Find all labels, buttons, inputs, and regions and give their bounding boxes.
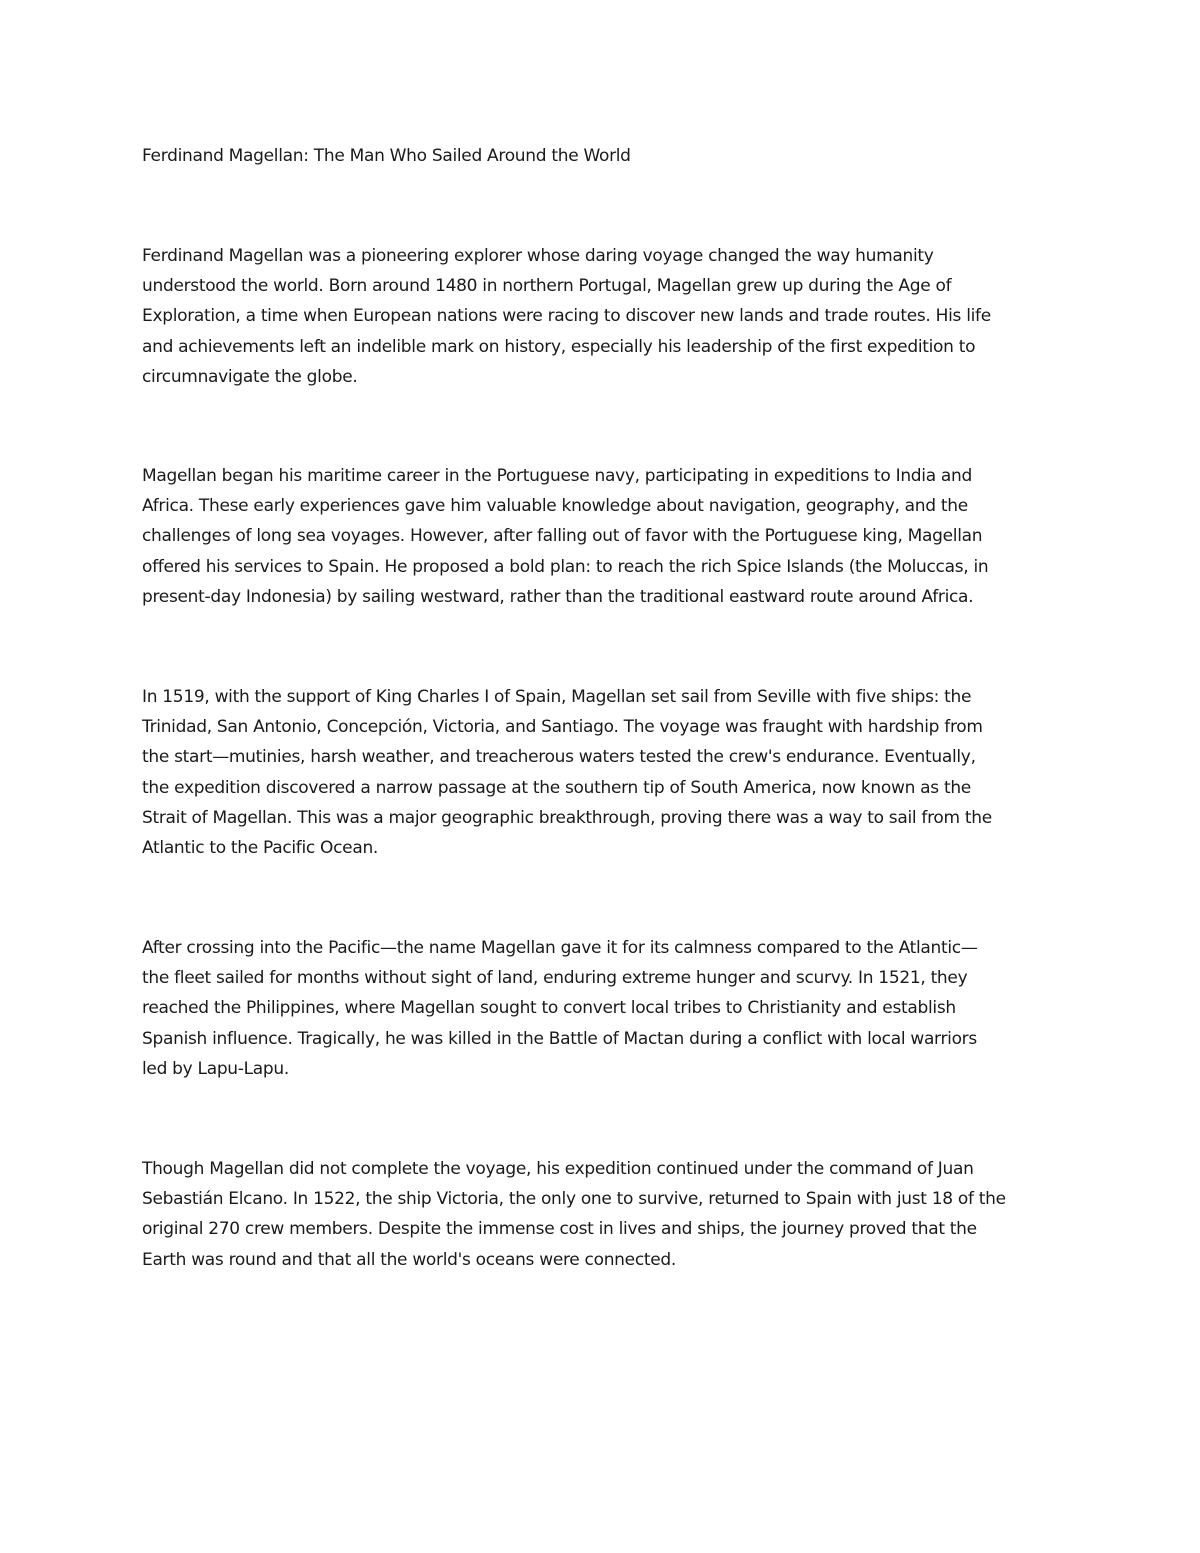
- paragraph-line: Magellan began his maritime career in the Portuguese navy, participating in expeditions to India and: [142, 466, 973, 486]
- paragraph-line: offered his services to Spain. He proposed a bold plan: to reach the rich Spice Islands (the Moluccas, in: [142, 556, 989, 577]
- document-title: Ferdinand Magellan: The Man Who Sailed Around the World: [142, 146, 631, 166]
- paragraph-voyage-1519: [142, 682, 992, 863]
- paragraph-pacific-crossing: [142, 933, 978, 1084]
- paragraph-maritime-career: [142, 461, 988, 612]
- paragraph-line: Exploration, a time when European nations were racing to discover new lands and trade routes. His life: [142, 306, 991, 327]
- paragraph-line: the start—mutinies, harsh weather, and treacherous waters tested the crew's endurance. Eventually,: [142, 747, 976, 768]
- paragraph-line: understood the world. Born around 1480 in northern Portugal, Magellan grew up during the Age of: [142, 276, 952, 297]
- paragraph-early-life: [142, 241, 991, 392]
- paragraph-line: reached the Philippines, where Magellan sought to convert local tribes to Christianity and establish: [142, 998, 956, 1019]
- paragraph-legacy: [142, 1154, 1006, 1275]
- paragraph-line: and achievements left an indelible mark on history, especially his leadership of the first expedition to: [142, 336, 976, 357]
- paragraph-line: Strait of Magellan. This was a major geographic breakthrough, proving there was a way to sail from the: [142, 807, 992, 828]
- paragraph-line: Ferdinand Magellan was a pioneering explorer whose daring voyage changed the way humanity: [142, 246, 934, 266]
- paragraph-line: led by Lapu-Lapu.: [142, 1058, 289, 1079]
- paragraph-line: the fleet sailed for months without sight of land, enduring extreme hunger and scurvy. In 1521, they: [142, 968, 968, 989]
- paragraph-line: present-day Indonesia) by sailing westward, rather than the traditional eastward route around Africa.: [142, 586, 974, 607]
- paragraph-line: Atlantic to the Pacific Ocean.: [142, 838, 379, 859]
- paragraph-line: Earth was round and that all the world's oceans were connected.: [142, 1249, 676, 1270]
- paragraph-line: Though Magellan did not complete the voyage, his expedition continued under the command of Juan: [142, 1159, 974, 1179]
- paragraph-line: Sebastián Elcano. In 1522, the ship Victoria, the only one to survive, returned to Spain with just 18 of the: [142, 1189, 1006, 1210]
- paragraph-line: Trinidad, San Antonio, Concepción, Victoria, and Santiago. The voyage was fraught with hardship from: [142, 717, 983, 738]
- paragraph-line: circumnavigate the globe.: [142, 366, 358, 387]
- paragraph-line: In 1519, with the support of King Charles I of Spain, Magellan set sail from Seville with five ships: the: [142, 687, 972, 707]
- paragraph-line: After crossing into the Pacific—the name Magellan gave it for its calmness compared to the Atlantic—: [142, 938, 978, 958]
- paragraph-line: original 270 crew members. Despite the immense cost in lives and ships, the journey proved that the: [142, 1219, 977, 1240]
- paragraph-line: Spanish influence. Tragically, he was killed in the Battle of Mactan during a conflict with local warriors: [142, 1028, 977, 1049]
- paragraph-line: Africa. These early experiences gave him valuable knowledge about navigation, geography, and the: [142, 496, 968, 517]
- paragraph-line: challenges of long sea voyages. However, after falling out of favor with the Portuguese king, Magellan: [142, 526, 983, 547]
- paragraph-line: the expedition discovered a narrow passage at the southern tip of South America, now known as the: [142, 777, 971, 798]
